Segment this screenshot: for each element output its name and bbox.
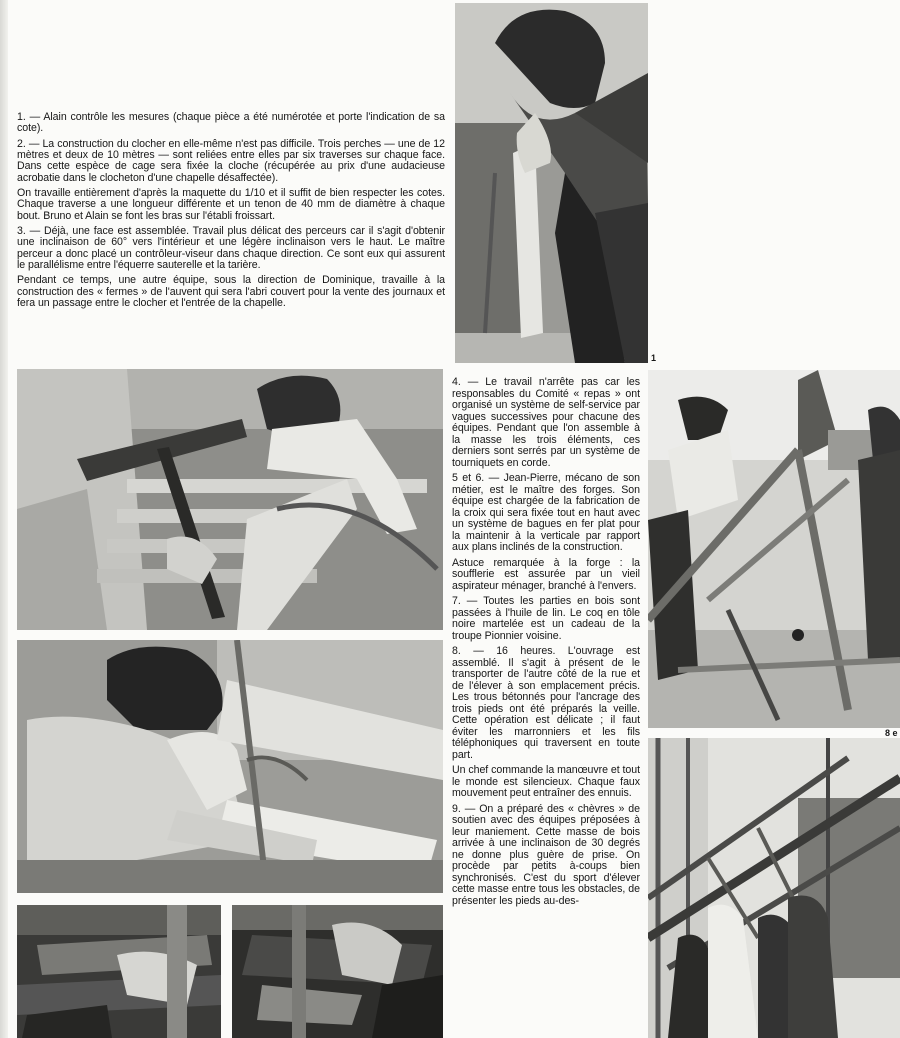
paragraph-3b: Pendant ce temps, une autre équipe, sous la direction de Dominique, travaille à la construction des « fermes » de l'auvent qui sera l'abri couvert pour la vente des journaux et fera un passage entre le clocher et l'entrée de la chapelle. <box>17 274 445 310</box>
paragraph-2: 2. — La construction du clocher en elle-même n'est pas difficile. Trois perches — une de 12 mètres et deux de 10 mètres — sont reliées entre elles par six traverses sur chaque face. Dans cette espèce de cage sera fixée la cloche (récupérée au prix d'une audacieuse acrobatie dans le clocheton d'une chapelle désaffectée). <box>17 137 445 184</box>
article-text-right <box>452 377 640 911</box>
paragraph-3: 3. — Déjà, une face est assemblée. Travail plus délicat des perceurs car il s'agit d'obtenir une inclinaison de 60° vers l'intérieur et une légère inclinaison vers le haut. Le maître perceur a donc placé un contrôleur-viseur dans chaque direction. Ce sont eux qui assurent le parallélisme entre l'équerre sauterelle et la tarière. <box>17 225 445 272</box>
paragraph-7: 7. — Toutes les parties en bois sont passées à l'huile de lin. Le coq en tôle noire martelée est un cadeau de la troupe Pionnier voisine. <box>452 595 640 642</box>
paragraph-2b: On travaille entièrement d'après la maquette du 1/10 et il suffit de bien respecter les cotes. Chaque traverse a une longueur différente et un tenon de 40 mm de diamètre à chaque bout. Bruno et Alain se font les bras sur l'établi froissart. <box>17 187 445 222</box>
photo-boy-perch <box>17 640 443 893</box>
article-text-top <box>17 112 445 314</box>
photo-drilling-auger <box>17 369 443 630</box>
page-gutter <box>0 0 8 1038</box>
photo-forge <box>17 905 221 1038</box>
paragraph-4: 4. — Le travail n'arrête pas car les responsables du Comité « repas » ont organisé un système de self-service par vagues successives pour chacune des équipes. Pendant que l'on assemble à la masse les trois éléments, ces derniers sont serrés par un système de tourniquets en corde. <box>452 376 640 469</box>
paragraph-9: 9. — On a préparé des « chèvres » de soutien avec des équipes préposées à leur maniement. Cette masse de bois arrivée à une inclinaison de 30 degrés ne donne plus guère de prise. On procède par petits à-coups bien synchronisés. C'est du sport d'élever cette masse entre tous les obstacles, de présenter les pieds au-des- <box>452 802 640 907</box>
photo-8-number: 8 e <box>885 728 898 738</box>
photo-alain-measuring <box>455 3 648 363</box>
paragraph-5-6b: Astuce remarquée à la forge : la soufflerie est assurée par un vieil aspirateur ménager, branché à l'envers. <box>452 556 640 592</box>
photo-assembly <box>648 370 900 728</box>
paragraph-1: 1. — Alain contrôle les mesures (chaque pièce a été numérotée et porte l'indication de sa cote). <box>17 111 445 135</box>
paragraph-8: 8. — 16 heures. L'ouvrage est assemblé. Il s'agit à présent de le transporter de l'autre côté de la rue et de l'élever à son emplacement précis. Les trous bétonnés pour l'ancrage des trois pieds ont été préparés la veille. Cette opération est délicate ; il faut éviter les marronniers et les fils téléphoniques qui traversent en toute part. <box>452 645 640 761</box>
paragraph-8b: Un chef commande la manœuvre et tout le monde est silencieux. Chaque faux mouvement peut entraîner des ennuis. <box>452 764 640 799</box>
photo-raising-steeple <box>648 738 900 1038</box>
photo-metalwork <box>232 905 443 1038</box>
paragraph-5-6: 5 et 6. — Jean-Pierre, mécano de son métier, est le maître des forges. Son équipe est chargée de la fabrication de la croix qui sera fixée tout en haut avec un système de bagues en fer plat pour la maintenir à la verticale par rapport aux plans inclinés de la construction. <box>452 472 640 553</box>
photo-1-number: 1 <box>651 353 657 363</box>
